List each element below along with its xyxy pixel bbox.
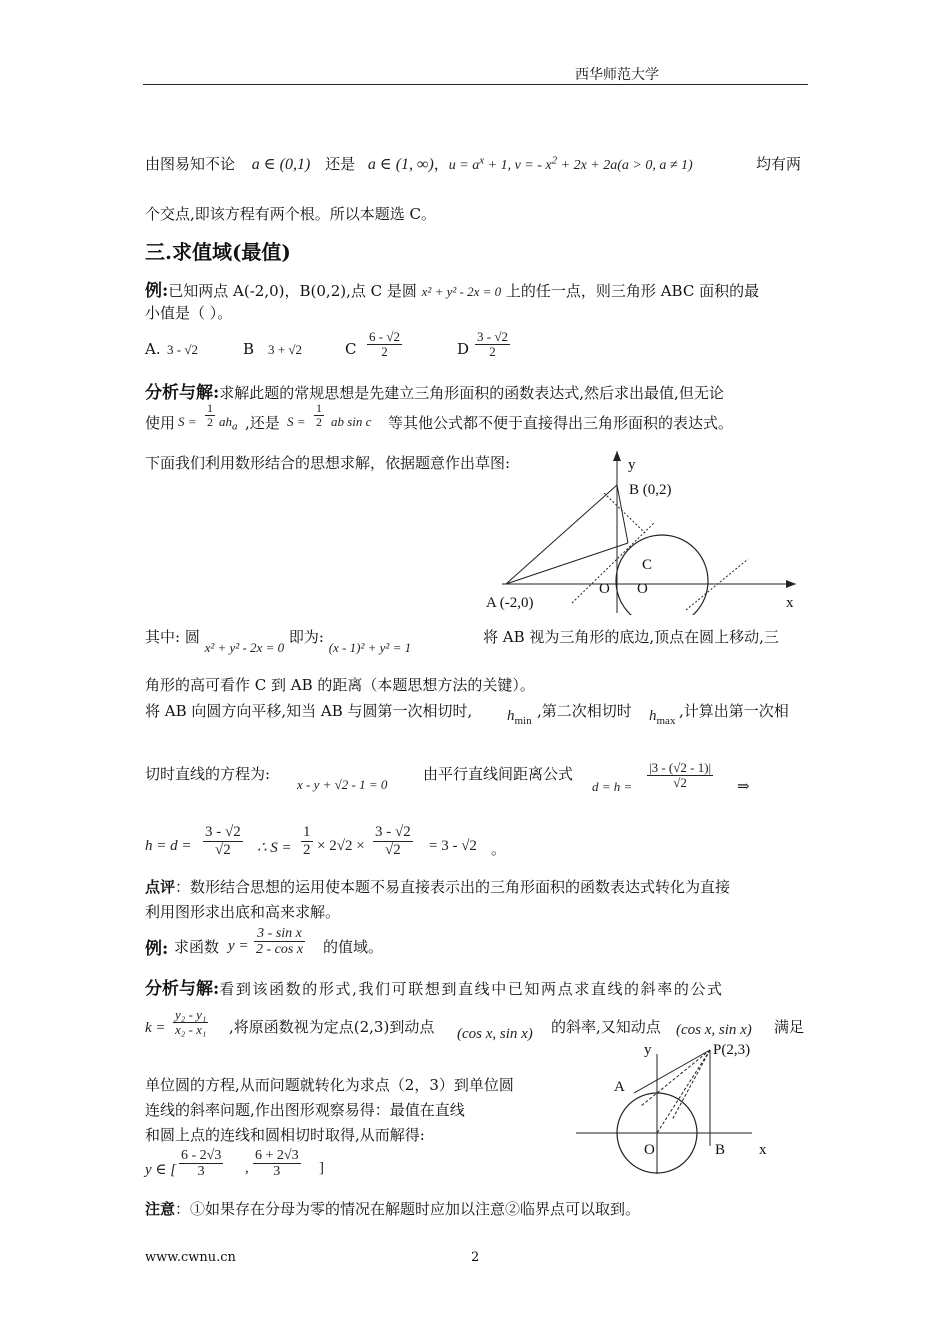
analysis2-t3: 的斜率,又知动点 — [551, 1018, 661, 1036]
p2-t5b: ,第二次相切时 — [537, 702, 632, 720]
p2-t5a: 将 AB 向圆方向平移,知当 AB 与圆第一次相切时, — [145, 702, 473, 720]
analysis1-label: 分析与解: — [145, 383, 220, 403]
label-p: P(2,3) — [713, 1042, 751, 1058]
note-line — [145, 1198, 640, 1219]
ex2-frac: $\frac{\text{3 - sin x}}{\text{2 - cos x}}$ — [256, 926, 304, 958]
ex2-t1: 求函数 — [174, 938, 220, 956]
segment-bc — [617, 485, 628, 543]
analysis2-pt: (cos x, sin x) — [457, 1026, 533, 1042]
label-a: A (-2,0) — [486, 595, 534, 611]
x-axis-arrow — [786, 580, 796, 588]
analysis1-t3: 下面我们利用数形结合的思想求解，依据题意作出草图: — [145, 454, 511, 472]
p2-t4: 角形的高可看作 C 到 AB 的距离（本题思想方法的关键）。 — [145, 676, 535, 694]
opt-d-value: $\frac{3 - √2}{2}$ — [477, 329, 508, 360]
analysis2-line1 — [145, 974, 724, 999]
analysis1-t2a: 使用 — [145, 414, 176, 432]
range-comma: , — [245, 1160, 249, 1176]
range-close: ] — [319, 1160, 324, 1176]
p1-lead: 由图易知不论 — [145, 155, 236, 173]
p2-hmax: $h_{max}$ — [649, 708, 676, 727]
label-o1: O — [599, 581, 610, 597]
ex1-circle: x² + y² - 2x = 0 — [421, 284, 502, 299]
label-a: A — [614, 1079, 625, 1095]
comment-t2: 利用图形求出底和高来求解。 — [145, 903, 341, 921]
p2-eq1: x² + y² - 2x = 0 — [204, 640, 285, 655]
ex1-q3: 小值是（ ）。 — [145, 304, 233, 322]
analysis2-t1: 看到该函数的形式,我们可联想到直线中已知两点求直线的斜率的公式 — [219, 980, 724, 998]
analysis1-half-2: $\frac{1}{2}$ — [316, 401, 322, 430]
label-y: y — [628, 457, 636, 473]
analysis2-t4: 满足 — [774, 1018, 805, 1036]
ex1-line1 — [145, 276, 759, 301]
opt-c-label: C — [345, 340, 357, 358]
label-x: x — [759, 1142, 767, 1158]
header-school: 西华师范大学 — [575, 67, 659, 83]
figure-triangle-circle — [480, 445, 810, 615]
p1-a2: a ∈ (1, ∞) — [367, 156, 434, 173]
ex1-q2: 上的任一点，则三角形 ABC 面积的最 — [505, 282, 760, 300]
p2-t3: 将 AB 视为三角形的底边,顶点在圆上移动,三 — [483, 628, 779, 646]
p2-therefore: ∴ S = — [257, 840, 292, 856]
opt-c-value: $\frac{6 - √2}{2}$ — [369, 329, 400, 360]
analysis1-s1: S = — [178, 414, 197, 429]
opt-a-value: 3 - √2 — [167, 342, 198, 357]
analysis2-t7: 和圆上点的连线和圆相切时取得,从而解得: — [145, 1126, 425, 1144]
note-colon: ： — [175, 1200, 191, 1218]
p2-hmin: $h_{min}$ — [507, 708, 532, 727]
label-y: y — [644, 1042, 652, 1058]
range-low: $\frac{6 - 2√3}{3}$ — [181, 1148, 222, 1180]
range-high: $\frac{6 + 2√3}{3}$ — [255, 1148, 299, 1180]
p2-eq2: (x - 1)² + y² = 1 — [328, 640, 412, 655]
analysis2-label: 分析与解: — [145, 979, 220, 999]
section-title: 三.求值域(最值) — [145, 240, 291, 264]
ex2-t2: 的值域。 — [323, 938, 384, 956]
p1-tail: 均有两 — [756, 155, 802, 173]
p1-comma: ， — [433, 155, 449, 173]
p2-line-eq: x - y + √2 - 1 = 0 — [297, 777, 388, 792]
page-number: 2 — [471, 1250, 480, 1265]
footer-url[interactable]: www.cwnu.cn — [145, 1250, 236, 1265]
comment-colon: ： — [175, 878, 191, 896]
analysis2-t5: 单位圆的方程,从而问题就转化为求点（2，3）到单位圆 — [145, 1076, 514, 1094]
analysis1-t2b: ,还是 — [245, 414, 280, 432]
p2-dist-lhs: d = h = — [592, 779, 633, 794]
range-open: y ∈ [ — [145, 1162, 177, 1178]
dashed-line-1 — [657, 1050, 710, 1133]
segment-ab — [506, 485, 617, 584]
analysis1-s2b: ab sin c — [331, 414, 372, 429]
ex2-label: 例: — [145, 939, 169, 959]
p2-t1: 其中: 圆 — [145, 628, 200, 646]
comment-t1: 数形结合思想的运用使本题不易直接表示出的三角形面积的函数表达式转化为直接 — [190, 878, 731, 896]
segment-ac — [506, 543, 628, 584]
p2-half: $\frac{1}{2}$ — [303, 824, 311, 858]
note-label: 注意 — [145, 1200, 176, 1218]
p2-t5c: ,计算出第一次相 — [679, 702, 789, 720]
note-t1: ①如果存在分母为零的情况在解题时应加以注意②临界点可以取到。 — [190, 1200, 641, 1218]
p2-line5 — [145, 700, 815, 740]
label-b: B — [715, 1142, 726, 1158]
opt-b-value: 3 + √2 — [268, 342, 302, 357]
p2-line6 — [145, 757, 815, 813]
p1-a1: a ∈ (0,1) — [251, 156, 311, 173]
analysis2-range — [145, 1148, 405, 1190]
p2-times: × 2√2 × — [317, 838, 365, 854]
p2-h-frac-2: $\frac{3 - √2}{√2}$ — [375, 824, 411, 858]
ex2-line — [145, 926, 545, 970]
comment-line1 — [145, 876, 730, 897]
analysis1-half-1: $\frac{1}{2}$ — [207, 401, 213, 430]
analysis2-pt2: (cos x, sin x) — [676, 1022, 752, 1038]
p1-line1 — [145, 153, 693, 174]
analysis1-t2c: 等其他公式都不便于直接得出三角形面积的表达式。 — [388, 414, 734, 432]
header-rule — [143, 84, 808, 85]
ex1-label: 例: — [145, 281, 169, 301]
p2-t2: 即为: — [288, 628, 324, 646]
label-o2: O — [637, 581, 648, 597]
p1-line2: 个交点,即该方程有两个根。所以本题选 C。 — [145, 205, 437, 223]
opt-a-label: A. — [145, 340, 161, 358]
p2-h-frac: $\frac{3 - √2}{√2}$ — [205, 824, 241, 858]
analysis1-s1b: $ah_a$ — [219, 414, 238, 433]
opt-b-label: B — [243, 340, 255, 358]
label-x: x — [786, 595, 794, 611]
opt-d-label: D — [457, 340, 470, 358]
analysis1-t1: 求解此题的常规思想是先建立三角形面积的函数表达式,然后求出最值,但无论 — [219, 384, 724, 402]
analysis2-t6: 连线的斜率问题,作出图形观察易得：最值在直线 — [145, 1101, 465, 1119]
ex2-y: y = — [228, 938, 249, 954]
p2-dist-frac: $\frac{|3 - (√2 - 1)|}{√2}$ — [649, 760, 712, 791]
analysis2-k-frac: $\frac{\text{y₂ - y₁}}{\text{x₂ - x₁}}$ — [175, 1007, 207, 1038]
p2-t6b: 由平行直线间距离公式 — [423, 765, 574, 783]
label-o: O — [644, 1142, 655, 1158]
p2-period: 。 — [491, 840, 507, 858]
analysis1-s2: S = — [287, 414, 306, 429]
p2-eq-tail: = 3 - √2 — [429, 838, 477, 854]
p2-t6a: 切时直线的方程为: — [145, 765, 271, 783]
p2-h-line — [145, 824, 645, 872]
p2-implies: ⇒ — [737, 779, 750, 795]
ex1-q1: 已知两点 A(-2,0)，B(0,2),点 C 是圆 — [168, 282, 417, 300]
p1-formula: $u = a^x + 1$, v = - $x^2 + 2x + 2a(a > 0$, a ≠ 1) — [448, 154, 693, 173]
label-b: B (0,2) — [629, 482, 672, 498]
p2-line1 — [145, 626, 412, 655]
analysis1-line2 — [145, 402, 815, 442]
analysis2-t2: ,将原函数视为定点(2,3)到动点 — [229, 1018, 435, 1036]
label-c: C — [642, 557, 653, 573]
comment-label: 点评 — [145, 878, 176, 896]
p1-mid: 还是 — [325, 155, 356, 173]
analysis2-k: k = — [145, 1020, 166, 1036]
y-axis-arrow — [613, 451, 621, 461]
figure-unit-circle — [572, 1036, 782, 1176]
p2-h-lhs: h = d = — [145, 838, 192, 854]
analysis1-line1 — [145, 378, 724, 403]
